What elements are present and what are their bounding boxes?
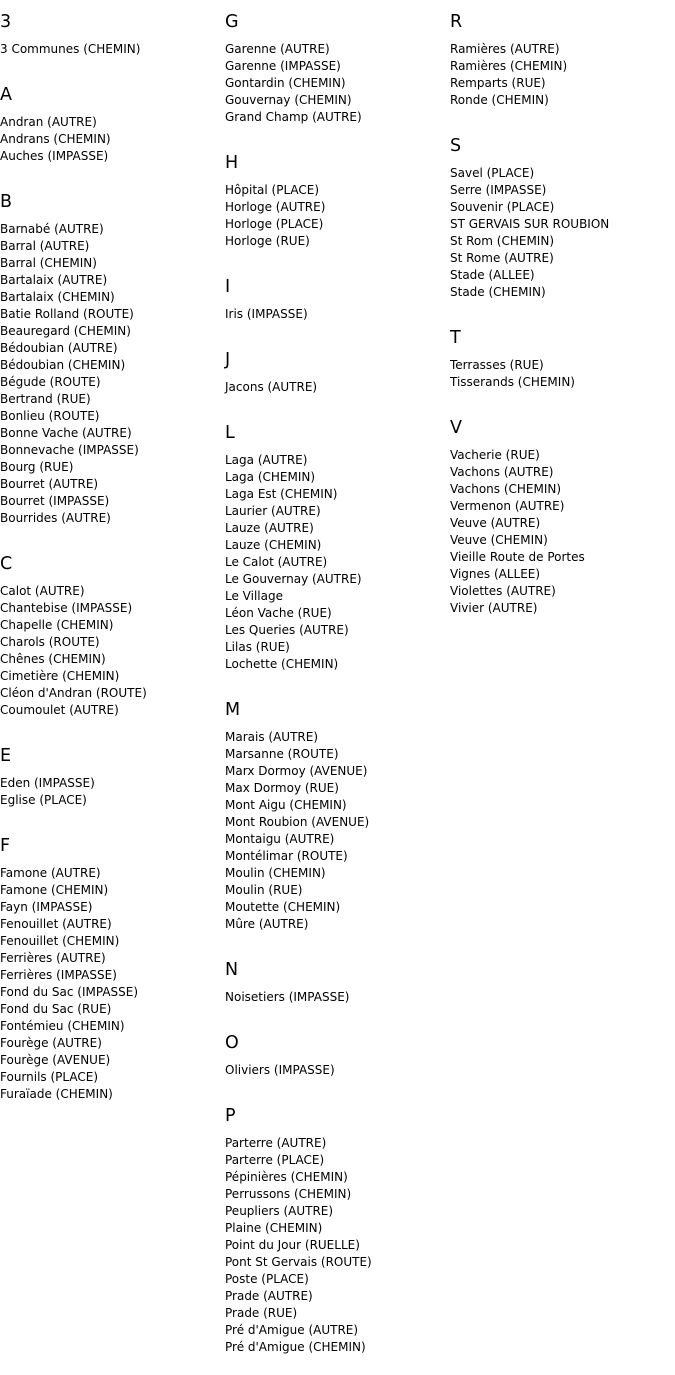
section-spacer — [0, 58, 220, 84]
street-list — [225, 41, 445, 126]
street-entry[interactable]: Léon Vache (RUE) — [225, 606, 332, 620]
street-entry[interactable]: Gontardin (CHEMIN) — [225, 76, 346, 90]
street-entry[interactable]: Prade (AUTRE) — [225, 1289, 313, 1303]
street-entry[interactable]: Hôpital (PLACE) — [225, 183, 320, 197]
street-entry[interactable]: Ronde (CHEMIN) — [450, 93, 549, 107]
letter-section — [225, 276, 445, 323]
street-entry[interactable]: Calot (AUTRE) — [0, 584, 85, 598]
street-entry[interactable]: Horloge (AUTRE) — [225, 200, 326, 214]
street-list — [225, 452, 445, 673]
street-entry[interactable]: Moutette (CHEMIN) — [225, 900, 341, 914]
letter-section — [225, 699, 445, 933]
column-1 — [0, 11, 220, 1103]
street-entry[interactable]: Fenouillet (CHEMIN) — [0, 934, 120, 948]
street-entry[interactable]: Eden (IMPASSE) — [0, 776, 95, 790]
letter-section — [225, 1032, 445, 1079]
street-entry[interactable]: Andran (AUTRE) — [0, 115, 97, 129]
street-entry[interactable]: Ramières (CHEMIN) — [450, 59, 568, 73]
street-entry[interactable]: Vacherie (RUE) — [450, 448, 540, 462]
street-entry[interactable]: Parterre (PLACE) — [225, 1153, 325, 1167]
street-entry[interactable]: Stade (CHEMIN) — [450, 285, 546, 299]
section-letter-heading: O — [225, 1033, 239, 1053]
letter-section — [450, 135, 670, 301]
street-entry[interactable]: Fourège (AUTRE) — [0, 1036, 102, 1050]
street-list — [0, 221, 220, 527]
letter-section — [0, 84, 220, 165]
section-spacer — [225, 250, 445, 276]
letter-section — [225, 1105, 445, 1356]
street-entry[interactable]: Laga Est (CHEMIN) — [225, 487, 338, 501]
street-entry[interactable]: Terrasses (RUE) — [450, 358, 544, 372]
street-entry[interactable]: Garenne (IMPASSE) — [225, 59, 341, 73]
letter-section — [225, 152, 445, 250]
section-letter-heading: L — [225, 423, 235, 443]
street-entry[interactable]: Pré d'Amigue (AUTRE) — [225, 1323, 359, 1337]
street-entry[interactable]: Cléon d'Andran (ROUTE) — [0, 686, 147, 700]
letter-section — [225, 349, 445, 396]
street-entry[interactable]: Fourège (AVENUE) — [0, 1053, 111, 1067]
street-entry[interactable]: St Rome (AUTRE) — [450, 251, 554, 265]
section-letter-heading: C — [0, 554, 13, 574]
section-spacer — [225, 396, 445, 422]
street-entry[interactable]: Vachons (CHEMIN) — [450, 482, 562, 496]
section-letter-heading: I — [225, 277, 231, 297]
street-entry[interactable]: Auches (IMPASSE) — [0, 149, 109, 163]
section-spacer — [225, 323, 445, 349]
street-entry[interactable]: Veuve (CHEMIN) — [450, 533, 548, 547]
letter-section — [225, 422, 445, 673]
street-list — [225, 182, 445, 250]
street-list — [225, 1062, 445, 1079]
street-entry[interactable]: Eglise (PLACE) — [0, 793, 87, 807]
street-entry[interactable]: Bartalaix (CHEMIN) — [0, 290, 115, 304]
street-entry[interactable]: Bonnevache (IMPASSE) — [0, 443, 139, 457]
street-entry[interactable]: Garenne (AUTRE) — [225, 42, 330, 56]
street-entry[interactable]: Mont Aigu (CHEMIN) — [225, 798, 347, 812]
section-letter-heading: S — [450, 136, 462, 156]
street-entry[interactable]: Vermenon (AUTRE) — [450, 499, 565, 513]
street-entry[interactable]: Prade (RUE) — [225, 1306, 298, 1320]
street-entry[interactable]: Laga (AUTRE) — [225, 453, 308, 467]
letter-section — [225, 959, 445, 1006]
section-spacer — [0, 809, 220, 835]
street-entry[interactable]: Stade (ALLEE) — [450, 268, 535, 282]
street-entry[interactable]: Grand Champ (AUTRE) — [225, 110, 362, 124]
street-entry[interactable]: Marsanne (ROUTE) — [225, 747, 339, 761]
street-entry[interactable]: Serre (IMPASSE) — [450, 183, 547, 197]
street-entry[interactable]: Lilas (RUE) — [225, 640, 290, 654]
street-entry[interactable]: Jacons (AUTRE) — [225, 380, 318, 394]
street-entry[interactable]: Pré d'Amigue (CHEMIN) — [225, 1340, 366, 1354]
section-letter-heading: R — [450, 12, 463, 32]
street-entry[interactable]: Fond du Sac (RUE) — [0, 1002, 112, 1016]
section-spacer — [225, 1006, 445, 1032]
street-entry[interactable]: Veuve (AUTRE) — [450, 516, 541, 530]
street-list — [450, 447, 670, 617]
section-spacer — [0, 527, 220, 553]
street-entry[interactable]: Fenouillet (AUTRE) — [0, 917, 112, 931]
street-list — [0, 114, 220, 165]
section-letter-heading: E — [0, 746, 12, 766]
section-spacer — [450, 391, 670, 417]
letter-section — [0, 745, 220, 809]
street-entry[interactable]: Montélimar (ROUTE) — [225, 849, 348, 863]
street-entry[interactable]: Lauze (CHEMIN) — [225, 538, 322, 552]
street-entry[interactable]: Laurier (AUTRE) — [225, 504, 321, 518]
section-letter-heading: B — [0, 192, 13, 212]
street-entry[interactable]: Moulin (RUE) — [225, 883, 303, 897]
street-entry[interactable]: Le Calot (AUTRE) — [225, 555, 328, 569]
street-entry[interactable]: Bertrand (RUE) — [0, 392, 91, 406]
street-entry[interactable]: Famone (AUTRE) — [0, 866, 101, 880]
street-entry[interactable]: Bonne Vache (AUTRE) — [0, 426, 132, 440]
street-entry[interactable]: Beauregard (CHEMIN) — [0, 324, 131, 338]
street-entry[interactable]: Bédoubian (CHEMIN) — [0, 358, 126, 372]
section-letter-heading: M — [225, 700, 241, 720]
section-spacer — [225, 673, 445, 699]
street-entry[interactable]: St Rom (CHEMIN) — [450, 234, 554, 248]
street-entry[interactable]: Barral (AUTRE) — [0, 239, 90, 253]
section-letter-heading: H — [225, 153, 239, 173]
street-entry[interactable]: Marx Dormoy (AVENUE) — [225, 764, 368, 778]
street-entry[interactable]: Fournils (PLACE) — [0, 1070, 99, 1084]
street-entry[interactable]: Mont Roubion (AVENUE) — [225, 815, 370, 829]
section-letter-heading: N — [225, 960, 239, 980]
street-entry[interactable]: Lochette (CHEMIN) — [225, 657, 339, 671]
street-entry[interactable]: Remparts (RUE) — [450, 76, 546, 90]
street-list — [225, 989, 445, 1006]
street-entry[interactable]: Peupliers (AUTRE) — [225, 1204, 334, 1218]
street-entry[interactable]: Fontémieu (CHEMIN) — [0, 1019, 125, 1033]
street-list — [225, 379, 445, 396]
street-entry[interactable]: Famone (CHEMIN) — [0, 883, 109, 897]
street-entry[interactable]: Ferrières (AUTRE) — [0, 951, 106, 965]
street-entry[interactable]: Horloge (RUE) — [225, 234, 310, 248]
section-letter-heading: A — [0, 85, 12, 105]
street-entry[interactable]: Chapelle (CHEMIN) — [0, 618, 114, 632]
section-spacer — [450, 109, 670, 135]
letter-section — [0, 553, 220, 719]
street-entry[interactable]: Vachons (AUTRE) — [450, 465, 554, 479]
street-entry[interactable]: Montaigu (AUTRE) — [225, 832, 335, 846]
letter-section — [450, 327, 670, 391]
street-entry[interactable]: Bartalaix (AUTRE) — [0, 273, 108, 287]
letter-section — [0, 11, 220, 58]
street-entry[interactable]: Barnabé (AUTRE) — [0, 222, 104, 236]
street-entry[interactable]: Chantebise (IMPASSE) — [0, 601, 133, 615]
column-3 — [450, 11, 670, 617]
street-entry[interactable]: Fond du Sac (IMPASSE) — [0, 985, 139, 999]
street-entry[interactable]: Pépinières (CHEMIN) — [225, 1170, 348, 1184]
letter-section — [0, 835, 220, 1103]
street-list — [0, 865, 220, 1103]
section-spacer — [0, 165, 220, 191]
street-entry[interactable]: Max Dormoy (RUE) — [225, 781, 339, 795]
street-entry[interactable]: Moulin (CHEMIN) — [225, 866, 326, 880]
street-entry[interactable]: Iris (IMPASSE) — [225, 307, 308, 321]
street-entry[interactable]: Andrans (CHEMIN) — [0, 132, 111, 146]
section-letter-heading: V — [450, 418, 462, 438]
letter-section — [450, 417, 670, 617]
letter-section — [450, 11, 670, 109]
street-entry[interactable]: Les Queries (AUTRE) — [225, 623, 349, 637]
street-entry[interactable]: Laga (CHEMIN) — [225, 470, 316, 484]
street-entry[interactable]: Furaïade (CHEMIN) — [0, 1087, 113, 1101]
street-entry[interactable]: Perrussons (CHEMIN) — [225, 1187, 352, 1201]
section-letter-heading: F — [0, 836, 11, 856]
street-entry[interactable]: Bourret (AUTRE) — [0, 477, 99, 491]
section-letter-heading: G — [225, 12, 239, 32]
street-entry[interactable]: Tisserands (CHEMIN) — [450, 375, 575, 389]
street-entry[interactable]: Plaine (CHEMIN) — [225, 1221, 323, 1235]
street-entry[interactable]: Lauze (AUTRE) — [225, 521, 314, 535]
street-list — [450, 165, 670, 301]
street-entry[interactable]: Cimetière (CHEMIN) — [0, 669, 120, 683]
street-entry[interactable]: Marais (AUTRE) — [225, 730, 318, 744]
street-entry[interactable]: Oliviers (IMPASSE) — [225, 1063, 335, 1077]
street-entry[interactable]: ST GERVAIS SUR ROUBION — [450, 217, 610, 231]
section-spacer — [450, 301, 670, 327]
section-letter-heading: 3 — [0, 12, 12, 32]
street-entry[interactable]: Barral (CHEMIN) — [0, 256, 97, 270]
street-list — [225, 1135, 445, 1356]
street-list — [0, 583, 220, 719]
street-list — [450, 357, 670, 391]
section-spacer — [225, 126, 445, 152]
section-letter-heading: J — [225, 350, 231, 370]
street-entry[interactable]: Ferrières (IMPASSE) — [0, 968, 117, 982]
street-entry[interactable]: Bourret (IMPASSE) — [0, 494, 110, 508]
street-entry[interactable]: Bourg (RUE) — [0, 460, 74, 474]
column-2 — [225, 11, 445, 1356]
street-entry[interactable]: Noisetiers (IMPASSE) — [225, 990, 350, 1004]
street-entry[interactable]: Bourrides (AUTRE) — [0, 511, 111, 525]
street-entry[interactable]: Souvenir (PLACE) — [450, 200, 555, 214]
street-entry[interactable]: Batie Rolland (ROUTE) — [0, 307, 134, 321]
street-list — [450, 41, 670, 109]
street-entry[interactable]: Chênes (CHEMIN) — [0, 652, 106, 666]
street-list — [225, 729, 445, 933]
section-letter-heading: P — [225, 1106, 236, 1126]
street-entry[interactable]: Bégude (ROUTE) — [0, 375, 101, 389]
street-entry[interactable]: Poste (PLACE) — [225, 1272, 309, 1286]
street-entry[interactable]: Savel (PLACE) — [450, 166, 535, 180]
street-entry[interactable]: Horloge (PLACE) — [225, 217, 324, 231]
street-entry[interactable]: Ramières (AUTRE) — [450, 42, 560, 56]
street-list — [0, 775, 220, 809]
street-entry[interactable]: Mûre (AUTRE) — [225, 917, 309, 931]
street-list — [0, 41, 220, 58]
street-entry[interactable]: Pont St Gervais (ROUTE) — [225, 1255, 372, 1269]
street-entry[interactable]: Le Village — [225, 589, 283, 603]
street-entry[interactable]: Le Gouvernay (AUTRE) — [225, 572, 362, 586]
street-entry[interactable]: Parterre (AUTRE) — [225, 1136, 327, 1150]
street-entry[interactable]: Coumoulet (AUTRE) — [0, 703, 119, 717]
street-entry[interactable]: Point du Jour (RUELLE) — [225, 1238, 360, 1252]
letter-section — [0, 191, 220, 527]
section-spacer — [0, 719, 220, 745]
letter-section — [225, 11, 445, 126]
street-entry[interactable]: Bédoubian (AUTRE) — [0, 341, 118, 355]
street-entry[interactable]: Vieille Route de Portes — [450, 550, 585, 564]
street-entry[interactable]: Gouvernay (CHEMIN) — [225, 93, 352, 107]
street-entry[interactable]: 3 Communes (CHEMIN) — [0, 42, 141, 56]
section-letter-heading: T — [450, 328, 461, 348]
street-entry[interactable]: Fayn (IMPASSE) — [0, 900, 93, 914]
street-entry[interactable]: Charols (ROUTE) — [0, 635, 100, 649]
street-entry[interactable]: Vivier (AUTRE) — [450, 601, 538, 615]
street-list — [225, 306, 445, 323]
street-entry[interactable]: Violettes (AUTRE) — [450, 584, 556, 598]
section-spacer — [225, 1079, 445, 1105]
street-entry[interactable]: Vignes (ALLEE) — [450, 567, 541, 581]
street-entry[interactable]: Bonlieu (ROUTE) — [0, 409, 100, 423]
section-spacer — [225, 933, 445, 959]
